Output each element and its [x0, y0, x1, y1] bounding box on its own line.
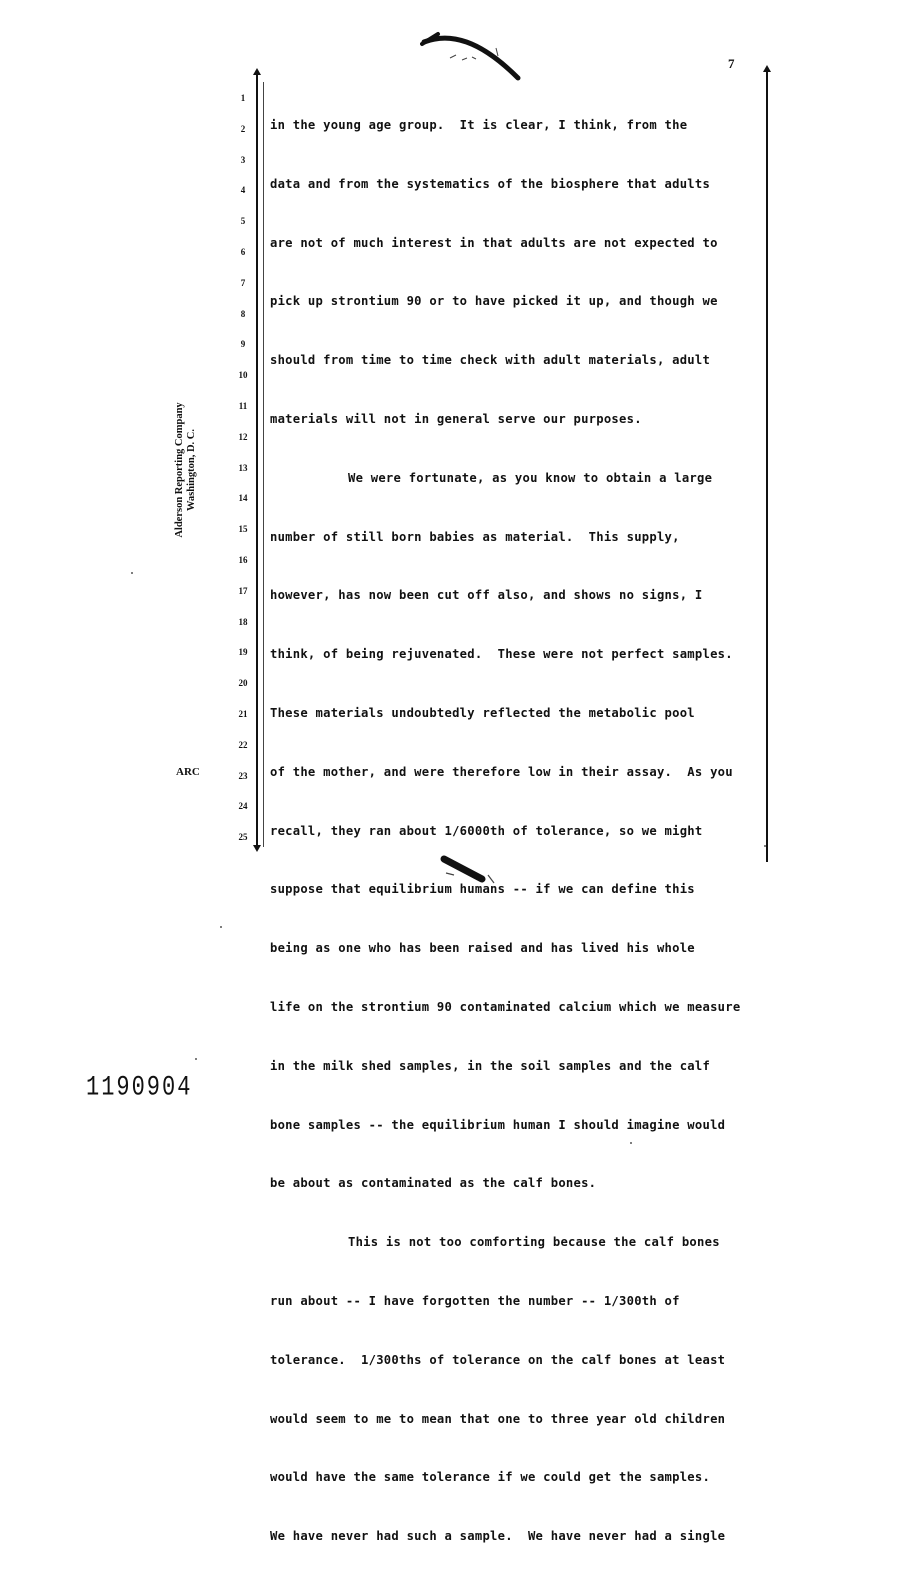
line-number: 3	[240, 154, 246, 165]
transcript-line: number of still born babies as material. This supply,	[270, 529, 680, 544]
scan-speck	[131, 572, 133, 574]
line-number: 2	[240, 123, 246, 134]
transcript-line: This is not too comforting because the calf bones	[348, 1235, 720, 1250]
handwritten-mark	[438, 853, 508, 888]
transcript-line: however, has now been cut off also, and shows no signs, I	[270, 588, 703, 603]
line-number: 12	[238, 431, 248, 442]
transcript-line: life on the strontium 90 contaminated calcium which we measure	[270, 999, 741, 1014]
line-number: 15	[238, 524, 248, 535]
transcript-line: should from time to time check with adult materials, adult	[270, 353, 711, 368]
left-margin-rule	[256, 75, 258, 845]
line-number: 1	[240, 93, 246, 103]
handwritten-mark	[420, 30, 530, 85]
line-number: 6	[240, 246, 246, 257]
line-number: 7	[240, 277, 246, 288]
line-number: 19	[238, 647, 248, 658]
transcript-line: think, of being rejuvenated. These were not perfect samples.	[270, 647, 733, 662]
line-number: 17	[238, 585, 248, 596]
reporter-city: Washington, D. C.	[186, 429, 197, 511]
transcript-line: materials will not in general serve our purposes.	[270, 411, 642, 426]
arrow-down-icon	[253, 845, 261, 852]
transcript-line: These materials undoubtedly reflected the metabolic pool	[270, 705, 695, 720]
transcript-line: tolerance. 1/300ths of tolerance on the calf bones at least	[270, 1352, 726, 1367]
line-number: 20	[238, 678, 248, 689]
transcript-line: in the young age group. It is clear, I think, from the	[270, 118, 688, 132]
line-number: 25	[238, 832, 248, 843]
arrow-up-icon	[763, 65, 771, 72]
transcript-line: be about as contaminated as the calf bones.	[270, 1176, 597, 1191]
transcript-line: being as one who has been raised and has lived his whole	[270, 941, 695, 956]
line-number-column	[236, 88, 250, 858]
line-number: 11	[238, 400, 248, 411]
line-number: 18	[238, 616, 248, 627]
scan-speck	[195, 1058, 197, 1060]
transcript-line: would seem to me to mean that one to three year old children	[270, 1411, 726, 1426]
line-number: 16	[238, 554, 248, 565]
line-number: 4	[240, 185, 246, 196]
line-number: 9	[240, 339, 246, 350]
document-id: 1190904	[86, 1072, 193, 1104]
scan-speck	[630, 1142, 632, 1144]
transcript-line: in the milk shed samples, in the soil samples and the calf	[270, 1058, 711, 1073]
transcript-line: run about -- I have forgotten the number -- 1/300th of	[270, 1293, 680, 1308]
line-number: 5	[240, 216, 246, 227]
reporter-stamp	[174, 402, 198, 537]
transcript-line: suppose that equilibrium humans -- if we can define this	[270, 882, 695, 897]
scan-speck	[764, 845, 766, 847]
line-number: 8	[240, 308, 246, 319]
transcript-line: data and from the systematics of the biosphere that adults	[270, 176, 711, 191]
page-number: 7	[728, 56, 735, 71]
line-number: 23	[238, 770, 248, 781]
transcript-body	[270, 87, 790, 1571]
reporter-name: Alderson Reporting Company	[174, 402, 185, 538]
line-number: 24	[238, 801, 248, 812]
line-number: 14	[238, 493, 248, 504]
arrow-up-icon	[253, 68, 261, 75]
inner-margin-rule	[263, 82, 264, 847]
line-number: 21	[238, 708, 248, 719]
transcript-line: recall, they ran about 1/6000th of tolerance, so we might	[270, 823, 703, 838]
transcript-line: are not of much interest in that adults are not expected to	[270, 235, 718, 250]
line-number: 22	[238, 739, 248, 750]
reporter-initials: ARC	[176, 766, 200, 778]
scan-speck	[220, 926, 222, 928]
transcript-line: would have the same tolerance if we could get the samples.	[270, 1470, 711, 1485]
line-number: 10	[238, 370, 248, 381]
transcript-line: bone samples -- the equilibrium human I should imagine would	[270, 1117, 726, 1132]
transcript-line: of the mother, and were therefore low in their assay. As you	[270, 764, 733, 779]
transcript-line: We were fortunate, as you know to obtain a large	[348, 470, 713, 485]
transcript-line: We have never had such a sample. We have never had a single	[270, 1529, 726, 1544]
transcript-line: pick up strontium 90 or to have picked it up, and though we	[270, 294, 718, 309]
line-number: 13	[238, 462, 248, 473]
